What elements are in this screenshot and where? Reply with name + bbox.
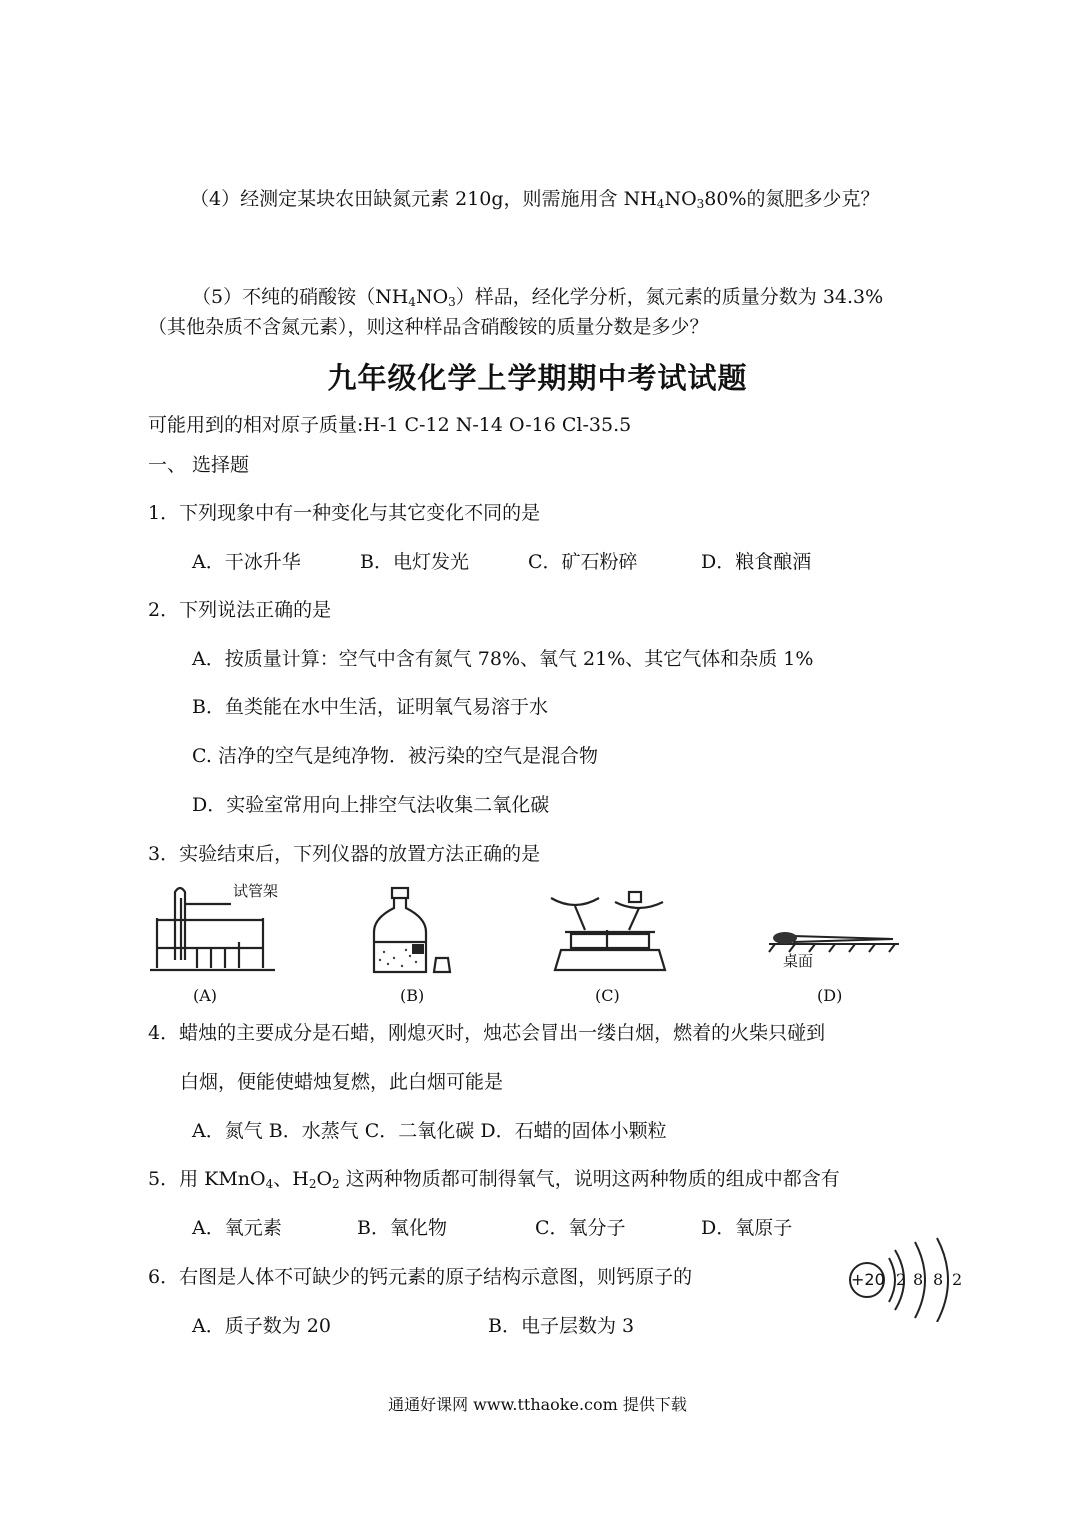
- q2-stem: 2．下列说法正确的是: [148, 599, 332, 621]
- q2-option-d: D．实验室常用向上排空气法收集二氧化碳: [192, 794, 550, 816]
- q2-option-b: B．鱼类能在水中生活，证明氧气易溶于水: [192, 696, 548, 718]
- q5-text: （5）不纯的硝酸铵（NH: [192, 286, 409, 308]
- q2-option-a: A．按质量计算：空气中含有氮气 78%、氧气 21%、其它气体和杂质 1%: [192, 648, 814, 670]
- figure-d-label: (D): [817, 986, 843, 1005]
- question-4-calc: [190, 186, 880, 212]
- q6-option-b: B．电子层数为 3: [488, 1315, 635, 1337]
- desk-label: 桌面: [783, 952, 814, 970]
- atomic-masses: 可能用到的相对原子质量:H-1 C-12 N-14 O-16 Cl-35.5: [148, 414, 632, 436]
- figure-b-label: (B): [400, 986, 425, 1005]
- q1-option-a: A．干冰升华: [192, 551, 301, 573]
- q3-figures: [145, 878, 915, 1008]
- q5b-sub: 2: [308, 1177, 317, 1191]
- q4-sub: 3: [696, 197, 705, 211]
- q6-stem: 6．右图是人体不可缺少的钙元素的原子结构示意图，则钙原子的: [148, 1266, 693, 1288]
- q5-text: NO: [415, 286, 449, 308]
- q5b-sub: 2: [332, 1177, 340, 1191]
- q4b-options: A．氮气 B．水蒸气 C．二氧化碳 D．石蜡的固体小颗粒: [192, 1120, 667, 1142]
- q5b-text: O: [316, 1168, 333, 1190]
- rack-label: 试管架: [233, 882, 279, 900]
- q5b-options: [192, 1215, 792, 1241]
- page-footer: 通通好课网 www.tthaoke.com 提供下载: [388, 1395, 687, 1414]
- q4-text: 80%的氮肥多少克？: [704, 188, 880, 210]
- q5b-text: 这两种物质都可制得氧气，说明这两种物质的组成中都含有: [339, 1168, 840, 1190]
- q4b-stem-line1: 4．蜡烛的主要成分是石蜡，刚熄灭时，烛芯会冒出一缕白烟，燃着的火柴只碰到: [148, 1022, 826, 1044]
- q5b-option-b: B．氧化物: [357, 1217, 447, 1239]
- q5b-sub: 4: [265, 1177, 274, 1191]
- q1-option-b: B．电灯发光: [360, 551, 469, 573]
- q6-option-a: A．质子数为 20: [192, 1315, 331, 1337]
- q1-options: [192, 549, 811, 575]
- q4-text: NO: [664, 188, 697, 210]
- q5-sub: 4: [408, 295, 416, 309]
- figure-d-dropper-on-desk: [765, 878, 905, 1008]
- q5b-text: 5．用 KMnO: [148, 1168, 266, 1190]
- q5-text: ）样品，经化学分析，氮元素的质量分数为 34.3%: [455, 286, 884, 308]
- balance-drawing: [545, 878, 675, 978]
- atom-nucleus: +20: [851, 1270, 885, 1289]
- q4-sub: 4: [656, 197, 665, 211]
- q5b-option-c: C．氧分子: [535, 1217, 626, 1239]
- q4-text: （4）经测定某块农田缺氮元素 210g，则需施用含 NH: [190, 188, 657, 210]
- q1-option-d: D．粮食酿酒: [701, 551, 812, 573]
- q1-stem: 1．下列现象中有一种变化与其它变化不同的是: [148, 502, 541, 524]
- section-heading: 一、 选择题: [148, 454, 250, 476]
- figure-c-label: (C): [595, 986, 620, 1005]
- question-5-calc-line2: （其他杂质不含氮元素），则这种样品含硝酸铵的质量分数是多少？: [148, 316, 709, 338]
- atom-shell-2: 8: [913, 1270, 924, 1289]
- q2-option-c: C. 洁净的空气是纯净物．被污染的空气是混合物: [192, 745, 598, 767]
- question-5-calc-line1: [192, 284, 883, 310]
- q5b-text: 、H: [273, 1168, 309, 1190]
- figure-b-reagent-bottle: [360, 878, 470, 1008]
- q3-stem: 3．实验结束后，下列仪器的放置方法正确的是: [148, 843, 541, 865]
- figure-a-label: (A): [193, 986, 218, 1005]
- q4b-stem-line2: 白烟，便能使蜡烛复燃，此白烟可能是: [180, 1071, 504, 1093]
- q5b-stem: [148, 1166, 840, 1192]
- calcium-atom-diagram: [845, 1232, 965, 1322]
- q5-sub: 3: [448, 295, 456, 309]
- atom-shell-3: 8: [933, 1270, 944, 1289]
- atom-shell-1: 2: [896, 1270, 907, 1289]
- q6-options: [192, 1313, 634, 1339]
- q1-option-c: C．矿石粉碎: [528, 551, 638, 573]
- q5b-option-a: A．氧元素: [192, 1217, 282, 1239]
- figure-c-balance: [545, 878, 675, 1008]
- exam-title: 九年级化学上学期期中考试试题: [327, 361, 748, 395]
- atom-shell-4: 2: [952, 1270, 963, 1289]
- figure-a-test-tube-rack: [145, 878, 295, 1008]
- q5b-option-d: D．氧原子: [701, 1217, 793, 1239]
- reagent-bottle-drawing: [360, 878, 470, 978]
